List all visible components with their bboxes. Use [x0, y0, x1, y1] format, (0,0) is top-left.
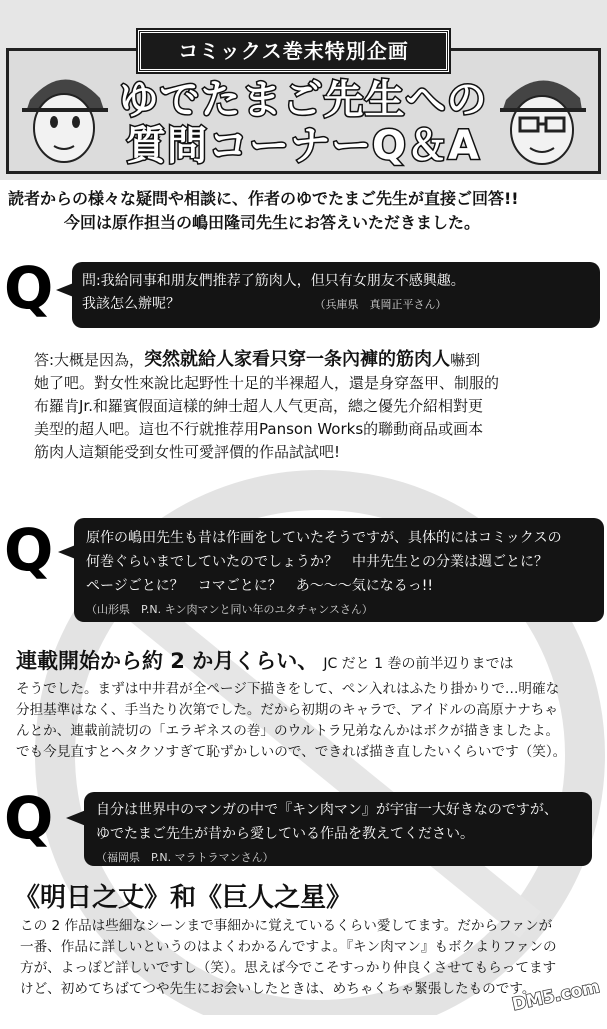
q2-icon: Q [4, 516, 54, 584]
intro-line2: 今回は原作担当の嶋田隆司先生にお答えいただきました。 [64, 213, 481, 232]
q2-question-line2: 何巻ぐらいまでしていたのでしょうか？ 中井先生との分業は週ごとに？ [86, 554, 548, 570]
q2-answer-line4: んとか、連載前読切の「エラギネスの巻」のウルトラ兄弟なんかはボクが描きましたよ。 [16, 723, 560, 739]
q1-answer-line4: 美型的超人吧。這也不行就推荐用Panson Works的聯動商品或画本 [34, 420, 484, 438]
q2-signature: （山形県 P.N. キン肉マンと同い年のユタチャンスさん） [86, 603, 373, 616]
q3-question-line2: ゆでたまご先生が昔から愛している作品を教えてください。 [96, 826, 474, 842]
q1-question-box [72, 262, 600, 328]
q2-answer-body [16, 679, 606, 763]
q1-bubble-tail [56, 280, 76, 300]
q1-answer [34, 348, 604, 464]
q2-answer-line1-tail: JC だと 1 巻の前半辺りまでは [323, 656, 514, 672]
q3-answer-line4: けど、初めてちばてつや先生にお会いしたときは、めちゃくちゃ緊張したものです。 [20, 981, 536, 997]
q1-answer-line3: 布羅肯Jr.和羅賓假面這樣的紳士超人人气更高，總之優先介紹相對更 [34, 397, 483, 415]
q2-question-box [74, 518, 604, 622]
q3-signature: （福岡県 P.N. マラトラマンさん） [96, 851, 274, 864]
q3-bubble-tail [66, 808, 86, 828]
q2-answer [16, 646, 606, 763]
right-character-illustration [494, 60, 590, 172]
page-title-line1: ゆでたまご先生への [118, 77, 488, 123]
q2-answer-emphasis: 連載開始から約 2 か月くらい、 [16, 649, 319, 673]
q3-answer-line1: この 2 作品は些細なシーンまで事細かに覚えているくらい愛してます。だからファンが [20, 918, 553, 934]
q3-answer-line2: 一番、作品に詳しいというのはよくわかるんですよ。『キン肉マン』もボクよりファンの [20, 939, 557, 955]
q2-question-line1: 原作の嶋田先生も昔は作画をしていたそうですが、具体的にはコミックスの [86, 530, 562, 546]
q1-signature: （兵庫県 真岡正平さん） [314, 298, 447, 311]
q2-bubble-tail [58, 542, 78, 562]
q3-answer-title: 《明日之丈》和《巨人之星》 [14, 883, 353, 913]
page-title-line2: 質問コーナーQ＆A [126, 123, 480, 169]
header [0, 0, 607, 180]
site-watermark-logo: DM5.com [510, 976, 602, 1016]
q2-answer-line5: でも今見直すとヘタクソすぎて恥ずかしいので、できれば描き直したいくらいです（笑）。 [16, 744, 567, 760]
q1-question-line2-row [82, 293, 590, 316]
q1-question-line2: 我該怎么辦呢？ [82, 296, 180, 312]
q3-question-line1: 自分は世界中のマンガの中で『キン肉マン』が宇宙一大好きなのですが、 [96, 802, 558, 818]
q1-question-line1: 問:我給同事和朋友們推荐了筋肉人，但只有女朋友不感興趣。 [82, 273, 465, 289]
q2-answer-line3: 分担基準はなく、手当たり次第でした。だから初期のキャラで、アイドルの高原ナナちゃ [16, 702, 558, 718]
q1-answer-emphasis: 突然就給人家看只穿一条內褲的筋肉人 [144, 349, 451, 370]
q3-answer-line3: 方が、よっぽど詳しいですし（笑）。思えば今でこそすっかり仲良くさせてもらってます [20, 960, 557, 976]
intro-line1: 読者からの様々な疑問や相談に、作者のゆでたまご先生が直接ご回答!! [8, 189, 519, 208]
q3-question-box [84, 792, 592, 866]
q1-answer-line5: 筋肉人這類能受到女性可愛評價的作品試試吧! [34, 443, 341, 461]
header-banner: コミックス巻末特別企画 [138, 30, 449, 72]
left-character-illustration [16, 60, 112, 172]
q1-answer-prefix: 答:大概是因為， [34, 351, 145, 369]
q1-icon: Q [4, 254, 54, 322]
q2-question-line3: ページごとに？ コマごとに？ あ〜〜〜気になるっ!! [86, 578, 433, 594]
q1-answer-line1-tail: 嚇到 [450, 351, 481, 369]
q3-icon: Q [4, 784, 54, 852]
q1-answer-line2: 她了吧。對女性來說比起野性十足的半裸超人，還是身穿盔甲、制服的 [34, 374, 500, 392]
q2-answer-line2: そうでした。まずは中井君が全ページ下描きをして、ペン入れはふたり掛かりで…明確な [16, 681, 560, 697]
intro-text [8, 187, 604, 235]
q2-answer-line1 [16, 646, 606, 679]
q1-answer-line1 [34, 348, 604, 372]
